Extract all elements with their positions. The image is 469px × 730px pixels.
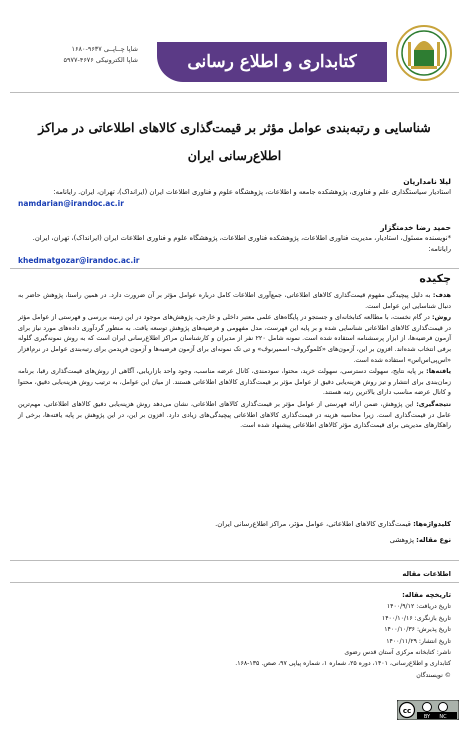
- abstract-method: روش: در گام نخست، با مطالعه کتابخانه‌ای و جستجو در پایگاه‌های علمی معتبر داخلی و خارجی، پژوهش‌های موجود در این زمینه بررسی و فهرستی از عوامل مؤثر در قیمت‌گذاری کالاهای اطلاعاتی شناسایی شده و بر پایه این فهرست، مدل مفهومی و فرضیه‌های پژوهش توسعه یافت. به منظور گردآوری داده‌های مورد نیاز برای آزمون فرضیه‌ها، از ابزار پرسشنامه استفاده شده است. نمونه شامل ۲۲۰ نفر از مدیران و کارشناسان مراکز اطلاع‌رسانی ایران است که به روش نمونه‌گیری گلوله برفی انتخاب شده‌اند. افزون بر این، آزمون‌های «کلموگروف- اسمیرنوف» و تی تک نمونه‌ای برای آزمون فرضیه‌ها و آزمون فریدمن برای رتبه‌بندی عوامل در نرم‌افزار «اس‌پی‌اس‌اس» استفاده شده است.: [18, 313, 451, 364]
- author-email[interactable]: khedmatgozar@irandoc.ac.ir: [18, 256, 140, 265]
- title-line-1: شناسایی و رتبه‌بندی عوامل مؤثر بر قیمت‌گذاری کالاهای اطلاعاتی در مراکز: [38, 120, 431, 135]
- info-line: © نویسندگان: [416, 671, 451, 679]
- author-affiliation: *نویسنده مسئول، استادیار، مدیریت فناوری اطلاعات، پژوهشکده فناوری اطلاعات، پژوهشگاه علوم و فناوری اطلاعات ایران (ایرانداک)، تهران، ایران. رایانامه:: [32, 234, 451, 253]
- author-name: لیلا نامداریان: [403, 177, 451, 186]
- author-block-1: [18, 176, 451, 209]
- info-line: تاریخ بازنگری: ۱۴۰۰/۱۰/۱۶: [381, 614, 451, 622]
- abstract-body: [18, 290, 451, 432]
- issn-print: شاپا چــاپــی ۹۶۳۷-۱۶۸۰: [71, 45, 138, 53]
- info-line: تاریخ دریافت: ۱۴۰۰/۹/۱۲: [386, 603, 451, 611]
- keywords: کلیدواژه‌ها: قیمت‌گذاری کالاهای اطلاعاتی، عوامل مؤثر، مراکز اطلاع‌رسانی ایران.: [215, 520, 451, 528]
- author-email[interactable]: namdarian@irandoc.ac.ir: [18, 199, 124, 208]
- article-info-heading: اطلاعات مقاله: [402, 570, 451, 578]
- title-line-2: اطلاع‌رسانی ایران: [187, 148, 282, 163]
- abstract-conclusion: نتیجه‌گیری: این پژوهش، ضمن ارائه فهرستی از عوامل مؤثر بر قیمت‌گذاری کالاهای اطلاعاتی، نشان می‌دهد روش هزینه‌یابی دقیق کالاهای اطلاعاتی، مهم‌ترین عامل در قیمت‌گذاری است. زیرا محاسبه هزینه در قیمت‌گذاری کالاهای اطلاعاتی پیچیدگی‌های زیادی دارد. افزون بر این، در این پژوهش بر پایه یافته‌ها، برخی از راهکارهای مدیریتی برای قیمت‌گذاری مؤثر کالاهای اطلاعاتی پیشنهاد شده است.: [18, 399, 451, 430]
- nc-label: NC: [439, 714, 447, 720]
- by-label: BY: [423, 714, 431, 720]
- info-rule-2: [10, 582, 459, 583]
- info-line: کتابداری و اطلاع‌رسانی، ۱۴۰۱، دوره ۲۵، شماره ۱، شماره پیاپی ۹۷، صص. ۱۳۵-۱۶۸.: [235, 660, 451, 668]
- article-info: [231, 590, 451, 681]
- shrine-logo-icon: [395, 24, 453, 82]
- journal-title: کتابداری و اطلاع رسانی: [187, 52, 357, 72]
- info-line: ناشر: کتابخانه مرکزی آستان قدس رضوی: [344, 649, 451, 657]
- info-line: تاریخ انتشار: ۱۴۰۰/۱۱/۲۹: [386, 637, 451, 645]
- header-rule: [10, 92, 459, 93]
- history-label: تاریخچه مقاله:: [402, 591, 451, 599]
- issn-block: [18, 44, 138, 66]
- author-affiliation: استادیار سیاستگذاری علم و فناوری، پژوهشکده جامعه و اطلاعات، پژوهشگاه علوم و فناوری اطلاعات ایران (ایرانداک)، تهران، ایران. رایانامه:: [53, 188, 451, 196]
- journal-header: [10, 18, 459, 80]
- author-block-2: [18, 222, 451, 266]
- journal-banner: [157, 42, 387, 82]
- article-title: [20, 114, 449, 170]
- author-name: حمید رضا خدمتگزار: [380, 223, 451, 232]
- abstract-rule: [10, 268, 459, 269]
- info-line: تاریخ پذیرش: ۱۴۰۰/۱۰/۳۶: [384, 626, 451, 634]
- abstract-purpose: هدف: به دلیل پیچیدگی مفهوم قیمت‌گذاری کالاهای اطلاعاتی، جمع‌آوری اطلاعات کامل درباره عوامل مؤثر بر آن ضرورت دارد. در همین راستا، پژوهش حاضر به دنبال شناسایی این عوامل است.: [18, 291, 451, 310]
- cc-by-nc-license-icon[interactable]: [397, 700, 459, 720]
- issn-online: شاپا الکترونیکی ۴۶۷۶-۵۹۷۷: [63, 56, 138, 64]
- cc-label: cc: [402, 707, 412, 715]
- article-type: نوع مقاله: پژوهشی: [389, 536, 451, 544]
- abstract-heading: چکیده: [419, 272, 451, 285]
- info-rule: [10, 560, 459, 561]
- abstract-findings: یافته‌ها: بر پایه نتایج، سهولت دسترسی، سهولت خرید، محتوا، سودمندی، کانال عرضه مناسب، وجود واحد بازاریابی، آگاهی از روش‌های قیمت‌گذاری رقبا، برنامه زمان‌بندی برای انتشار و تیز روش هزینه‌یابی دقیق از عوامل مؤثر بر قیمت‌گذاری کالاهای اطلاعاتی هستند. از میان این عوامل، به ترتیب روش هزینه‌یابی دقیق، محتوا و کانال عرضه مناسب دارای بالاترین رتبه هستند.: [18, 367, 451, 397]
